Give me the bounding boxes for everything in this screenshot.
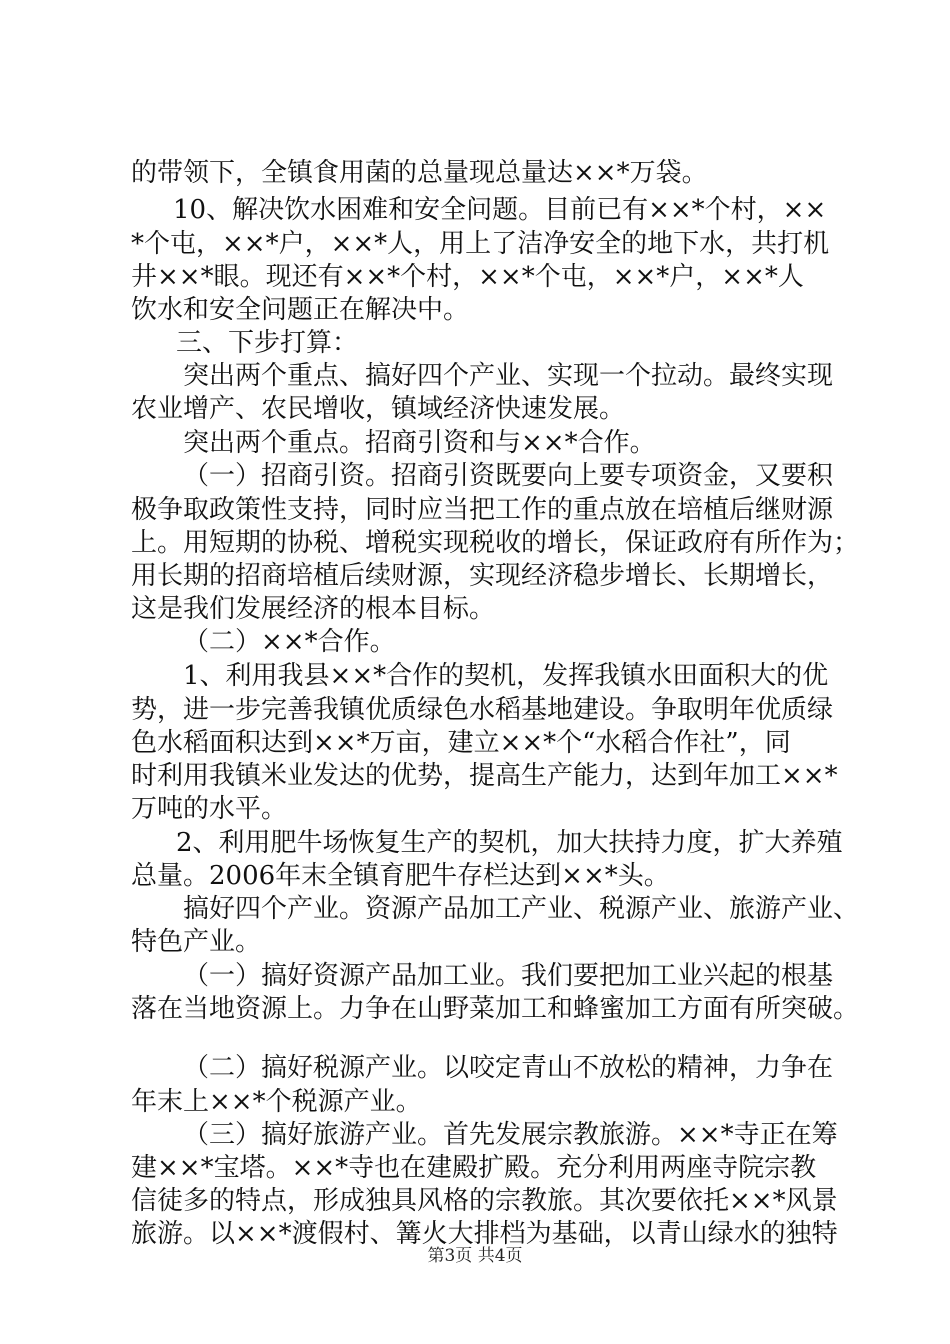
text-line-18: 色水稻面积达到××*万亩，建立××*个“水稻合作社”，同 [131, 728, 791, 758]
text-line-5: 饮水和安全问题正在解决中。 [131, 295, 470, 325]
text-line-32: 旅游。以××*渡假村、篝火大排档为基础，以青山绿水的独特 [131, 1219, 838, 1249]
text-line-23: 搞好四个产业。资源产品加工产业、税源产业、旅游产业、 [183, 894, 860, 924]
text-line-10: （一）招商引资。招商引资既要向上要专项资金，又要积 [183, 461, 834, 491]
text-line-27: （二）搞好税源产业。以咬定青山不放松的精神，力争在 [183, 1053, 834, 1083]
text-line-4: 井××*眼。现还有××*个村，××*个屯，××*户，××*人 [131, 262, 804, 292]
text-line-17: 势，进一步完善我镇优质绿色水稻基地建设。争取明年优质绿 [131, 695, 834, 725]
text-line-31: 信徒多的特点，形成独具风格的宗教旅。其次要依托××*风景 [131, 1186, 838, 1216]
text-line-15: （二）××*合作。 [183, 627, 396, 657]
text-line-29: （三）搞好旅游产业。首先发展宗教旅游。××*寺正在筹 [183, 1120, 838, 1150]
text-line-22: 总量。2006年末全镇育肥牛存栏达到××*头。 [131, 861, 670, 891]
text-line-14: 这是我们发展经济的根本目标。 [131, 594, 496, 624]
text-line-11: 极争取政策性支持，同时应当把工作的重点放在培植后继财源 [131, 495, 834, 525]
text-line-9: 突出两个重点。招商引资和与××*合作。 [183, 428, 656, 458]
text-line-30: 建××*宝塔。××*寺也在建殿扩殿。充分利用两座寺院宗教 [131, 1153, 817, 1183]
text-line-25: （一）搞好资源产品加工业。我们要把加工业兴起的根基 [183, 961, 834, 991]
text-line-8: 农业增产、农民增收，镇域经济快速发展。 [131, 394, 626, 424]
text-line-21: 2、利用肥牛场恢复生产的契机，加大扶持力度，扩大养殖 [176, 828, 843, 858]
text-line-24: 特色产业。 [131, 927, 262, 957]
text-line-3: *个屯，××*户，××*人，用上了洁净安全的地下水，共打机 [131, 229, 830, 259]
text-line-28: 年末上××*个税源产业。 [131, 1087, 422, 1117]
text-line-20: 万吨的水平。 [131, 794, 288, 824]
section-heading: 三、下步打算： [176, 328, 359, 358]
text-line-2: 10、解决饮水困难和安全问题。目前已有××*个村，×× [173, 195, 827, 225]
text-line-19: 时利用我镇米业发达的优势，提高生产能力，达到年加工××* [131, 761, 838, 791]
text-line-1: 的带领下，全镇食用菌的总量现总量达××*万袋。 [131, 158, 708, 188]
text-line-26: 落在当地资源上。力争在山野菜加工和蜂蜜加工方面有所突破。 [131, 994, 860, 1024]
text-line-7: 突出两个重点、搞好四个产业、实现一个拉动。最终实现 [183, 361, 834, 391]
text-line-16: 1、利用我县××*合作的契机，发挥我镇水田面积大的优 [183, 661, 829, 691]
text-line-13: 用长期的招商培植后续财源，实现经济稳步增长、长期增长， [131, 561, 834, 591]
text-line-12: 上。用短期的协税、增税实现税收的增长，保证政府有所作为； [131, 528, 860, 558]
page-number-footer: 第3页 共4页 [427, 1246, 523, 1266]
